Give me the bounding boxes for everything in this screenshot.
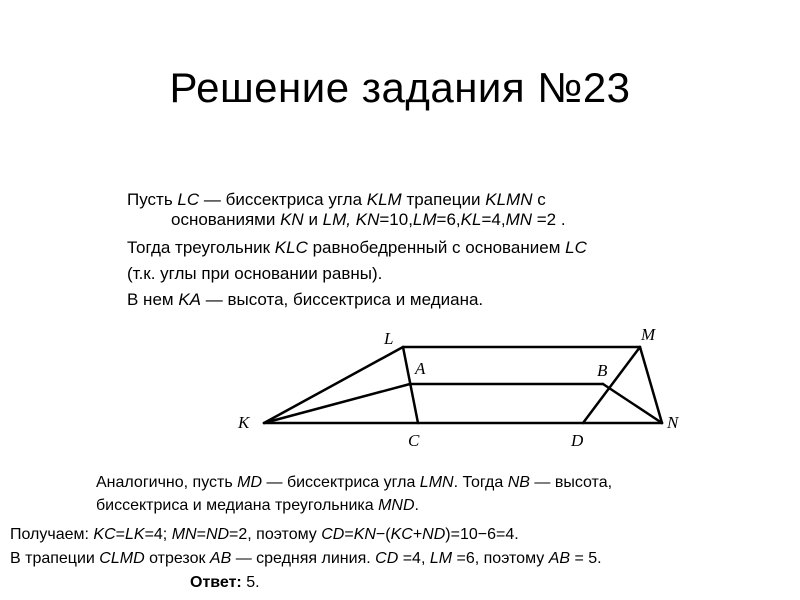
label-M: M bbox=[641, 325, 656, 344]
answer-label: Ответ: bbox=[190, 574, 242, 591]
answer-value: 5. bbox=[241, 574, 260, 591]
label-A: A bbox=[415, 359, 426, 378]
similarly-line-2: биссектриса и медиана треугольника MND. bbox=[96, 497, 419, 514]
paragraph-ka: В нем KA — высота, биссектриса и медиана. bbox=[127, 290, 484, 309]
label-N: N bbox=[667, 413, 679, 432]
answer-line bbox=[190, 574, 260, 592]
label-K: K bbox=[238, 413, 250, 432]
similarly-line-1: Аналогично, пусть MD — биссектриса угла LMN. Тогда NB — высота, bbox=[96, 474, 613, 491]
paragraph-reason: (т.к. углы при основании равны). bbox=[127, 264, 383, 283]
paragraph-similarly bbox=[96, 471, 612, 517]
label-B: B bbox=[597, 361, 608, 380]
segment-KL bbox=[264, 347, 403, 423]
label-L: L bbox=[384, 329, 394, 348]
paragraph-computation: Получаем: KC=LK=4; MN=ND=2, поэтому CD=KN−(KC+ND)=10−6=4. bbox=[10, 526, 519, 543]
slide-title: Решение задания №23 bbox=[169, 64, 631, 111]
label-D: D bbox=[571, 431, 584, 450]
given-line-2: основаниями KN и LM, KN=10,LM=6,KL=4,MN =2 . bbox=[171, 210, 566, 229]
paragraph-isosceles: Тогда треугольник KLC равнобедренный с основанием LC bbox=[127, 238, 587, 257]
paragraph-midline: В трапеции CLMD отрезок AB — средняя линия. CD =4, LM =6, поэтому AB = 5. bbox=[10, 550, 602, 567]
segment-KA bbox=[264, 384, 410, 423]
label-C: C bbox=[408, 431, 420, 450]
given-line-1: Пусть LC — биссектриса угла KLM трапеции KLMN с bbox=[127, 190, 546, 209]
